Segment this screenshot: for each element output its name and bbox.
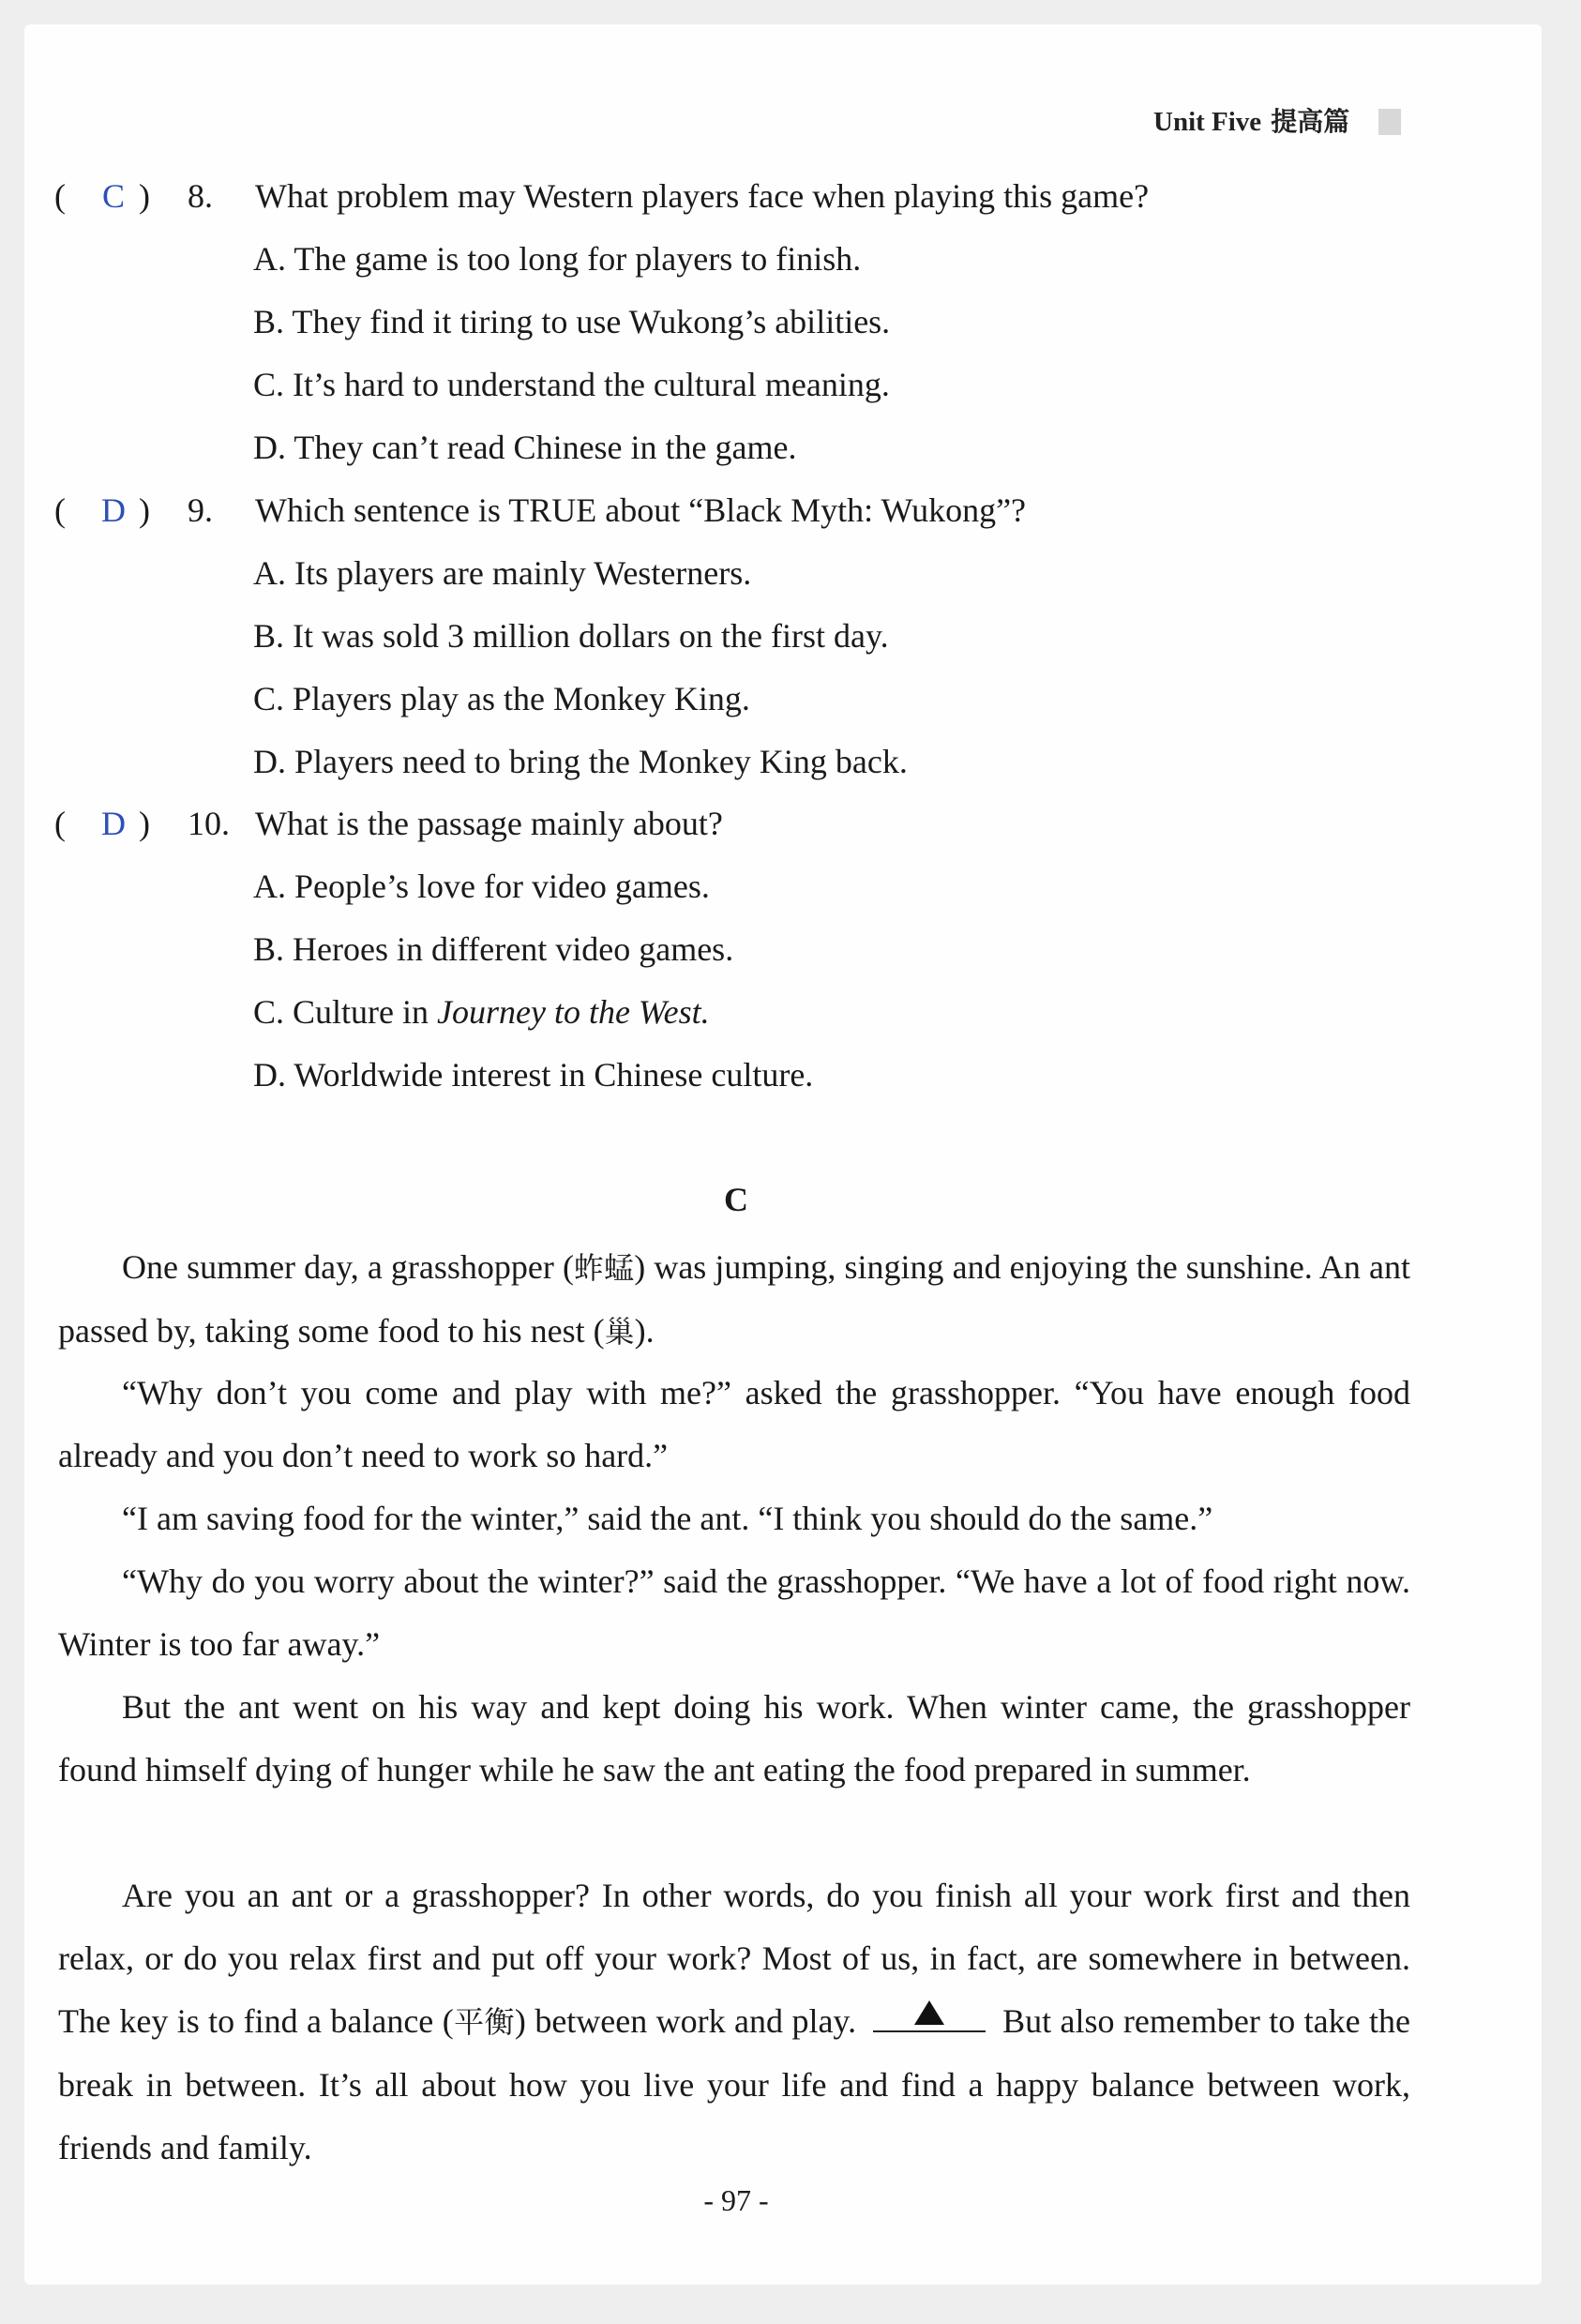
paragraph-6: [58, 1864, 1410, 2180]
p6-text-c: But also remember to take the break in between. It’s all about how you live your life and find a happy balance between work, friends and family.: [58, 2002, 1410, 2166]
option-8d: D. They can’t read Chinese in the game.: [253, 429, 797, 466]
paren-open: (: [54, 805, 66, 842]
triangle-icon: [914, 2000, 944, 2025]
running-header: [1153, 101, 1349, 139]
question-number: 8.: [188, 177, 213, 215]
p6-text-b: ) between work and play.: [514, 2002, 857, 2040]
answer-9: D: [101, 491, 126, 529]
option-8b: B. They find it tiring to use Wukong’s abilities.: [253, 303, 891, 340]
p1-cn-gloss-1: 蚱蜢: [573, 1250, 635, 1286]
paragraph-5: But the ant went on his way and kept doing his work. When winter came, the grasshopper found himself dying of hunger while he saw the ant eating the food prepared in summer.: [58, 1688, 1410, 1788]
p1-text-a: One summer day, a grasshopper (: [122, 1248, 574, 1286]
question-number: 9.: [188, 491, 213, 529]
p6-cn-gloss: 平衡: [453, 2004, 515, 2040]
question-10: [54, 804, 723, 843]
option-9b: B. It was sold 3 million dollars on the first day.: [253, 617, 889, 655]
paragraph-2: “Why don’t you come and play with me?” asked the grasshopper. “You have enough food already and you don’t need to work so hard.”: [58, 1374, 1410, 1474]
p1-text-c: ).: [634, 1312, 655, 1350]
paren-open: (: [54, 177, 66, 215]
header-unit: Unit Five: [1153, 107, 1262, 137]
p1-cn-gloss-2: 巢: [604, 1314, 635, 1350]
header-section: 提高篇: [1271, 106, 1350, 137]
answer-blank[interactable]: [873, 1993, 986, 2032]
book-title: Journey to the West.: [437, 993, 710, 1031]
paren-close: ): [139, 491, 150, 529]
header-tab-mark: [1378, 109, 1401, 135]
p1-text-b: ) was jumping, singing and enjoying the sunshine. An ant passed by, taking some food to his nest (: [58, 1248, 1410, 1350]
question-8: [54, 176, 1150, 216]
option-10a: A. People’s love for video games.: [253, 868, 710, 905]
option-8c: C. It’s hard to understand the cultural meaning.: [253, 366, 890, 403]
section-title: C: [724, 1181, 748, 1218]
paragraph-3: “I am saving food for the winter,” said the ant. “I think you should do the same.”: [122, 1500, 1213, 1537]
paren-close: ): [139, 805, 150, 842]
option-8a: A. The game is too long for players to finish.: [253, 240, 862, 278]
answer-10: D: [101, 805, 126, 842]
option-10c-text: C. Culture in: [253, 993, 437, 1031]
option-10d: D. Worldwide interest in Chinese culture.: [253, 1056, 814, 1094]
question-9: [54, 490, 1027, 530]
page-number: - 97 -: [703, 2183, 769, 2217]
paren-close: ): [139, 177, 150, 215]
option-10b: B. Heroes in different video games.: [253, 930, 734, 968]
p6-text-a: Are you an ant or a grasshopper? In other words, do you finish all your work first and then relax, or do you relax first and put off your work? Most of us, in fact, are somewhere in between. The key is to find a balance (: [58, 1877, 1410, 2040]
question-text: What problem may Western players face when playing this game?: [255, 177, 1150, 215]
paren-open: (: [54, 491, 66, 529]
paragraph-1: [58, 1236, 1410, 1364]
option-10c: [253, 992, 710, 1032]
question-text: What is the passage mainly about?: [255, 805, 723, 842]
option-9a: A. Its players are mainly Westerners.: [253, 554, 752, 592]
question-number: 10.: [188, 805, 230, 842]
answer-8: C: [101, 177, 125, 215]
paragraph-4: “Why do you worry about the winter?” said the grasshopper. “We have a lot of food right now. Winter is too far away.”: [58, 1562, 1410, 1663]
option-9c: C. Players play as the Monkey King.: [253, 680, 750, 717]
option-9d: D. Players need to bring the Monkey King back.: [253, 743, 908, 780]
question-text: Which sentence is TRUE about “Black Myth: Wukong”?: [255, 491, 1027, 529]
